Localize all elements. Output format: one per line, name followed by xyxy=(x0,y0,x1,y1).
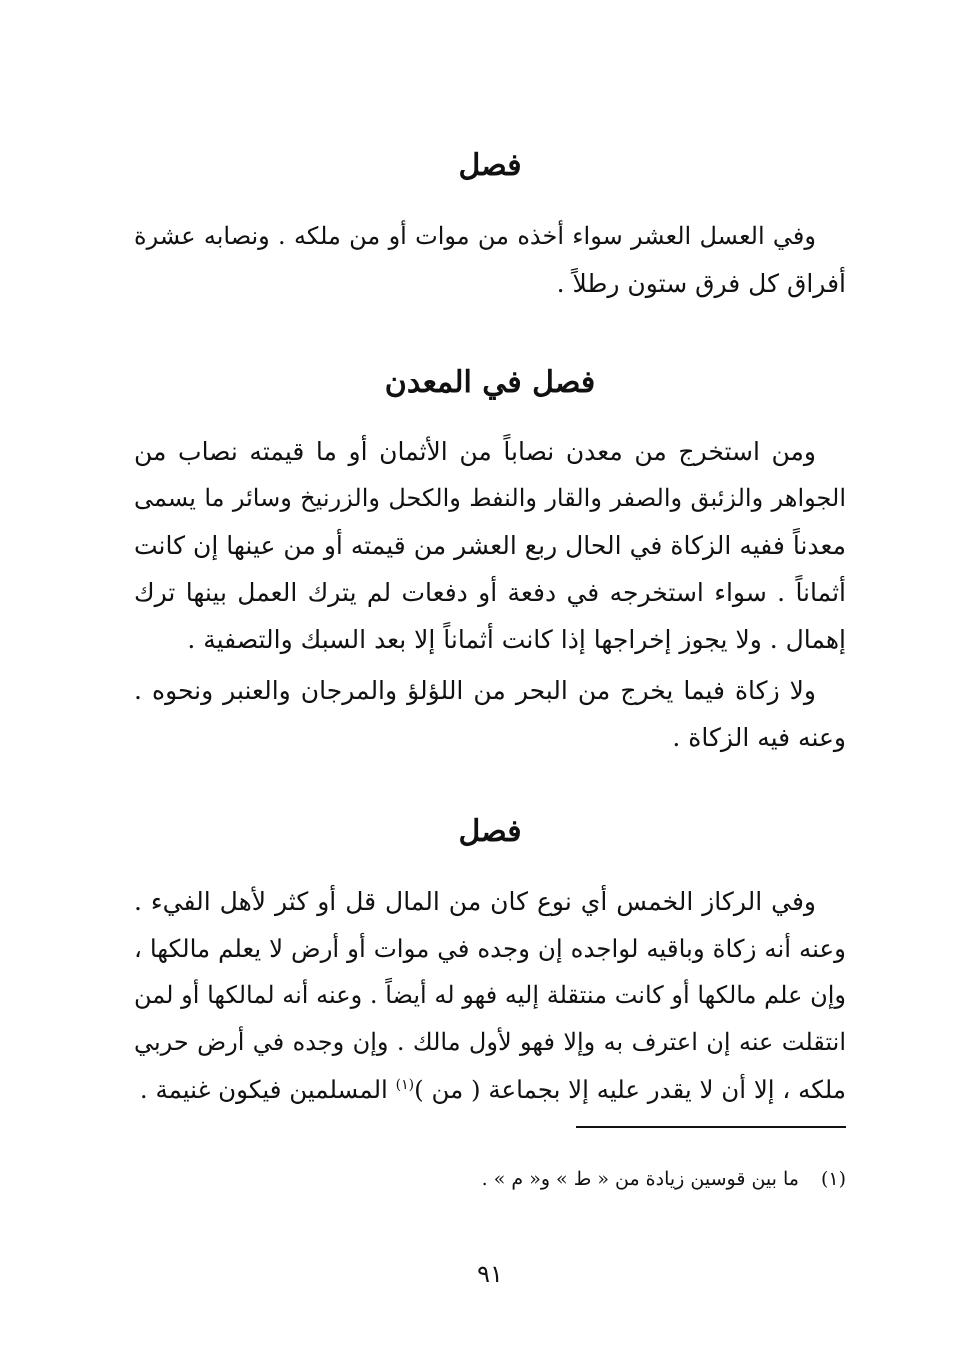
text-fragment: ملكه ، إلا أن لا يقدر عليه إلا بجماعة ( من ) xyxy=(414,1075,846,1104)
text-line: ومن استخرج من معدن نصاباً من الأثمان أو ما قيمته نصاب من xyxy=(134,437,816,466)
text-line: وفي الركاز الخمس أي نوع كان من المال قل أو كثر لأهل الفيء . xyxy=(134,887,816,916)
text-line: وعنه فيه الزكاة . xyxy=(672,723,846,752)
text-line: انتقلت عنه إن اعترف به وإلا فهو لأول مالك . وإن وجده في أرض حربي xyxy=(134,1028,846,1056)
paragraph xyxy=(134,878,846,1113)
text-line xyxy=(134,1066,846,1113)
text-line: إهمال . ولا يجوز إخراجها إذا كانت أثماناً إلا بعد السبك والتصفية . xyxy=(187,625,846,654)
footnote-reference: (١) xyxy=(395,1076,415,1093)
footnote xyxy=(134,1164,846,1194)
text-line: وفي العسل العشر سواء أخذه من موات أو من ملكه . ونصابه عشرة xyxy=(134,222,816,250)
paragraph xyxy=(134,667,846,761)
section-heading: فصل xyxy=(458,148,522,183)
section-heading: فصل في المعدن xyxy=(384,365,596,400)
footnote-number: (١) xyxy=(820,1168,846,1190)
page-number: ٩١ xyxy=(477,1260,503,1288)
text-line: الجواهر والزئبق والصفر والقار والنفط والكحل والزرنيخ وسائر ما يسمى xyxy=(134,484,846,512)
section-heading: فصل xyxy=(458,814,522,849)
text-fragment: المسلمين فيكون غنيمة . xyxy=(139,1075,388,1104)
footnote-separator xyxy=(576,1126,846,1128)
footnote-text: ما بين قوسين زيادة من « ط » و« م » . xyxy=(481,1168,799,1190)
text-line: أثماناً . سواء استخرجه في دفعة أو دفعات لم يترك العمل بينها ترك xyxy=(134,578,846,607)
text-line: معدناً ففيه الزكاة في الحال ربع العشر من قيمته أو من عينها إن كانت xyxy=(134,531,846,560)
text-line: ولا زكاة فيما يخرج من البحر من اللؤلؤ والمرجان والعنبر ونحوه . xyxy=(134,676,816,705)
text-line: أفراق كل فرق ستون رطلاً . xyxy=(556,269,846,298)
text-line: وعنه أنه زكاة وباقيه لواجده إن وجده في موات أو أرض لا يعلم مالكها ، xyxy=(134,934,846,963)
paragraph xyxy=(134,213,846,307)
text-line: وإن علم مالكها أو كانت منتقلة إليه فهو له أيضاً . وعنه أنه لمالكها أو لمن xyxy=(134,981,846,1009)
paragraph xyxy=(134,428,846,663)
